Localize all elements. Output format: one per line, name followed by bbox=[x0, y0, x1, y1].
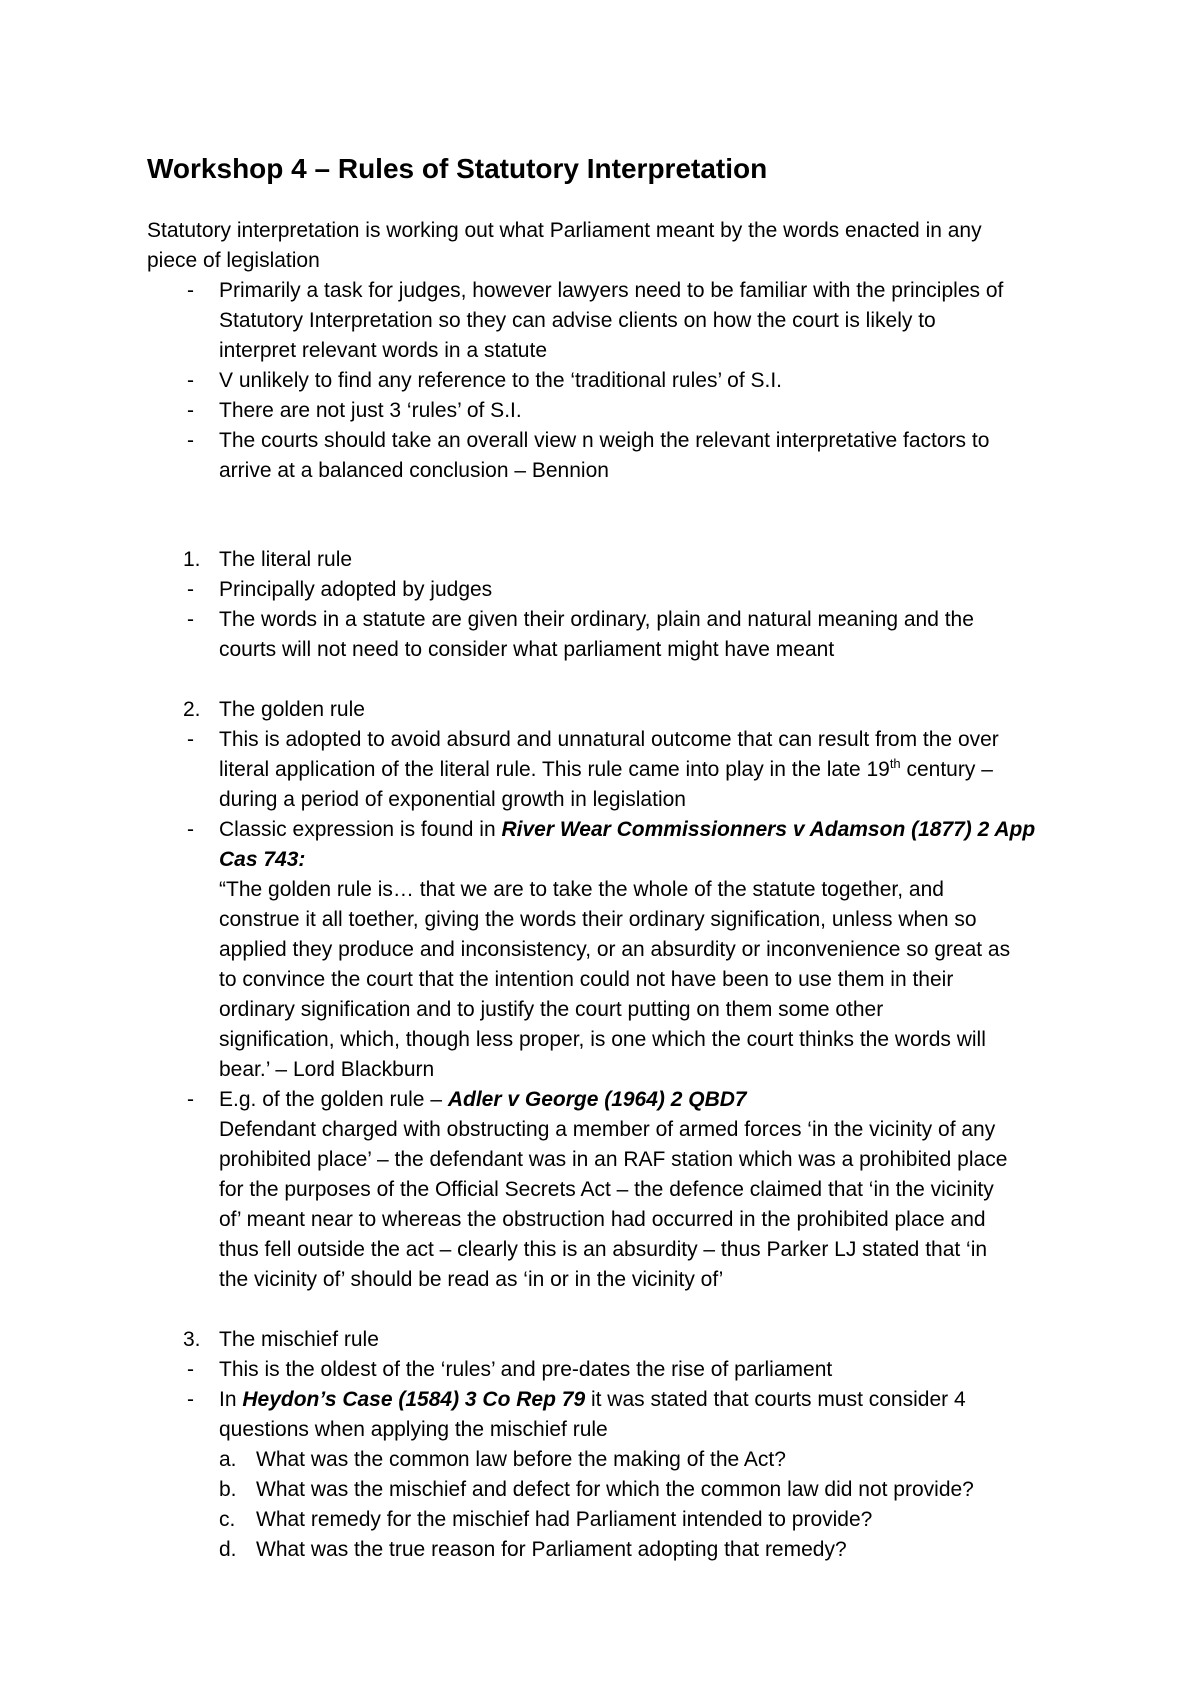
quote-line-2: construe it all toether, giving the words their ordinary signification, unless when so bbox=[219, 908, 977, 931]
golden-bullet-1-line-1: This is adopted to avoid absurd and unnatural outcome that can result from the over bbox=[219, 728, 999, 751]
quote-line-5: ordinary signification and to justify the court putting on them some other bbox=[219, 998, 884, 1021]
case-citation: Heydon’s Case (1584) 3 Co Rep 79 bbox=[242, 1388, 586, 1411]
intro-bullet-4-line-2: arrive at a balanced conclusion – Bennion bbox=[219, 459, 609, 482]
question-a: What was the common law before the making of the Act? bbox=[256, 1448, 786, 1471]
golden-bullet-3-line-4: for the purposes of the Official Secrets Act – the defence claimed that ‘in the vicinity bbox=[219, 1178, 994, 1201]
mischief-rule-heading: The mischief rule bbox=[219, 1328, 379, 1351]
intro-line-1: Statutory interpretation is working out what Parliament meant by the words enacted in any bbox=[147, 219, 982, 242]
sublist-letter: b. bbox=[219, 1478, 237, 1501]
golden-bullet-3-line-6: thus fell outside the act – clearly this is an absurdity – thus Parker LJ stated that ‘in bbox=[219, 1238, 988, 1261]
sublist-letter: d. bbox=[219, 1538, 237, 1561]
quote-line-3: applied they produce and inconsistency, or an absurdity or inconvenience so great as bbox=[219, 938, 1011, 961]
bullet-dash: - bbox=[187, 369, 194, 392]
quote-line-7: bear.’ – Lord Blackburn bbox=[219, 1058, 435, 1081]
bullet-dash: - bbox=[187, 429, 194, 452]
superscript-th: th bbox=[889, 756, 901, 771]
question-d: What was the true reason for Parliament adopting that remedy? bbox=[256, 1538, 847, 1561]
mischief-bullet-2-line-2: questions when applying the mischief rule bbox=[219, 1418, 608, 1441]
question-b: What was the mischief and defect for which the common law did not provide? bbox=[256, 1478, 974, 1501]
literal-bullet-1: Principally adopted by judges bbox=[219, 578, 493, 601]
bullet-dash: - bbox=[187, 578, 194, 601]
bullet-dash: - bbox=[187, 1388, 194, 1411]
golden-bullet-1-line-2: literal application of the literal rule. This rule came into play in the late 19th century – bbox=[219, 756, 993, 781]
golden-bullet-3-line-7: the vicinity of’ should be read as ‘in or in the vicinity of’ bbox=[219, 1268, 724, 1291]
golden-bullet-1-line-3: during a period of exponential growth in legislation bbox=[219, 788, 686, 811]
golden-rule-heading: The golden rule bbox=[219, 698, 365, 721]
literal-rule-heading: The literal rule bbox=[219, 548, 353, 571]
bullet-dash: - bbox=[187, 818, 194, 841]
page-title: Workshop 4 – Rules of Statutory Interpretation bbox=[147, 153, 768, 184]
intro-bullet-2: V unlikely to find any reference to the ‘traditional rules’ of S.I. bbox=[219, 369, 783, 392]
intro-bullet-1-line-2: Statutory Interpretation so they can advise clients on how the court is likely to bbox=[219, 309, 936, 332]
bullet-dash: - bbox=[187, 279, 194, 302]
golden-bullet-2-line-1: Classic expression is found in River Wear Commissionners v Adamson (1877) 2 App bbox=[219, 818, 1036, 841]
list-number: 3. bbox=[183, 1328, 201, 1351]
intro-bullet-1-line-1: Primarily a task for judges, however lawyers need to be familiar with the principles of bbox=[219, 279, 1004, 302]
case-citation: Cas 743: bbox=[219, 848, 306, 871]
case-citation: River Wear Commissionners v Adamson (1877) 2 App bbox=[501, 818, 1036, 841]
literal-bullet-2-line-1: The words in a statute are given their ordinary, plain and natural meaning and the bbox=[219, 608, 974, 631]
intro-bullet-4-line-1: The courts should take an overall view n weigh the relevant interpretative factors to bbox=[219, 429, 990, 452]
intro-bullet-3: There are not just 3 ‘rules’ of S.I. bbox=[219, 399, 522, 422]
bullet-dash: - bbox=[187, 1358, 194, 1381]
sublist-letter: c. bbox=[219, 1508, 236, 1531]
bullet-dash: - bbox=[187, 1088, 194, 1111]
bullet-dash: - bbox=[187, 399, 194, 422]
list-number: 1. bbox=[183, 548, 201, 571]
golden-bullet-3-line-5: of’ meant near to whereas the obstruction had occurred in the prohibited place and bbox=[219, 1208, 986, 1231]
intro-line-2: piece of legislation bbox=[147, 249, 320, 272]
bullet-dash: - bbox=[187, 608, 194, 631]
golden-bullet-3-line-1: E.g. of the golden rule – Adler v George (1964) 2 QBD7 bbox=[219, 1088, 747, 1111]
mischief-bullet-2-line-1: In Heydon’s Case (1584) 3 Co Rep 79 it was stated that courts must consider 4 bbox=[219, 1388, 966, 1411]
literal-bullet-2-line-2: courts will not need to consider what parliament might have meant bbox=[219, 638, 835, 661]
quote-line-1: “The golden rule is… that we are to take the whole of the statute together, and bbox=[219, 878, 944, 901]
intro-bullet-1-line-3: interpret relevant words in a statute bbox=[219, 339, 548, 362]
bullet-dash: - bbox=[187, 728, 194, 751]
question-c: What remedy for the mischief had Parliament intended to provide? bbox=[256, 1508, 873, 1531]
list-number: 2. bbox=[183, 698, 201, 721]
case-citation: Adler v George (1964) 2 QBD7 bbox=[447, 1088, 747, 1111]
mischief-bullet-1: This is the oldest of the ‘rules’ and pre-dates the rise of parliament bbox=[219, 1358, 833, 1381]
golden-bullet-3-line-2: Defendant charged with obstructing a member of armed forces ‘in the vicinity of any bbox=[219, 1118, 996, 1141]
golden-bullet-3-line-3: prohibited place’ – the defendant was in an RAF station which was a prohibited place bbox=[219, 1148, 1008, 1171]
quote-line-4: to convince the court that the intention could not have been to use them in their bbox=[219, 968, 954, 991]
sublist-letter: a. bbox=[219, 1448, 237, 1471]
quote-line-6: signification, which, though less proper, is one which the court thinks the words will bbox=[219, 1028, 986, 1051]
